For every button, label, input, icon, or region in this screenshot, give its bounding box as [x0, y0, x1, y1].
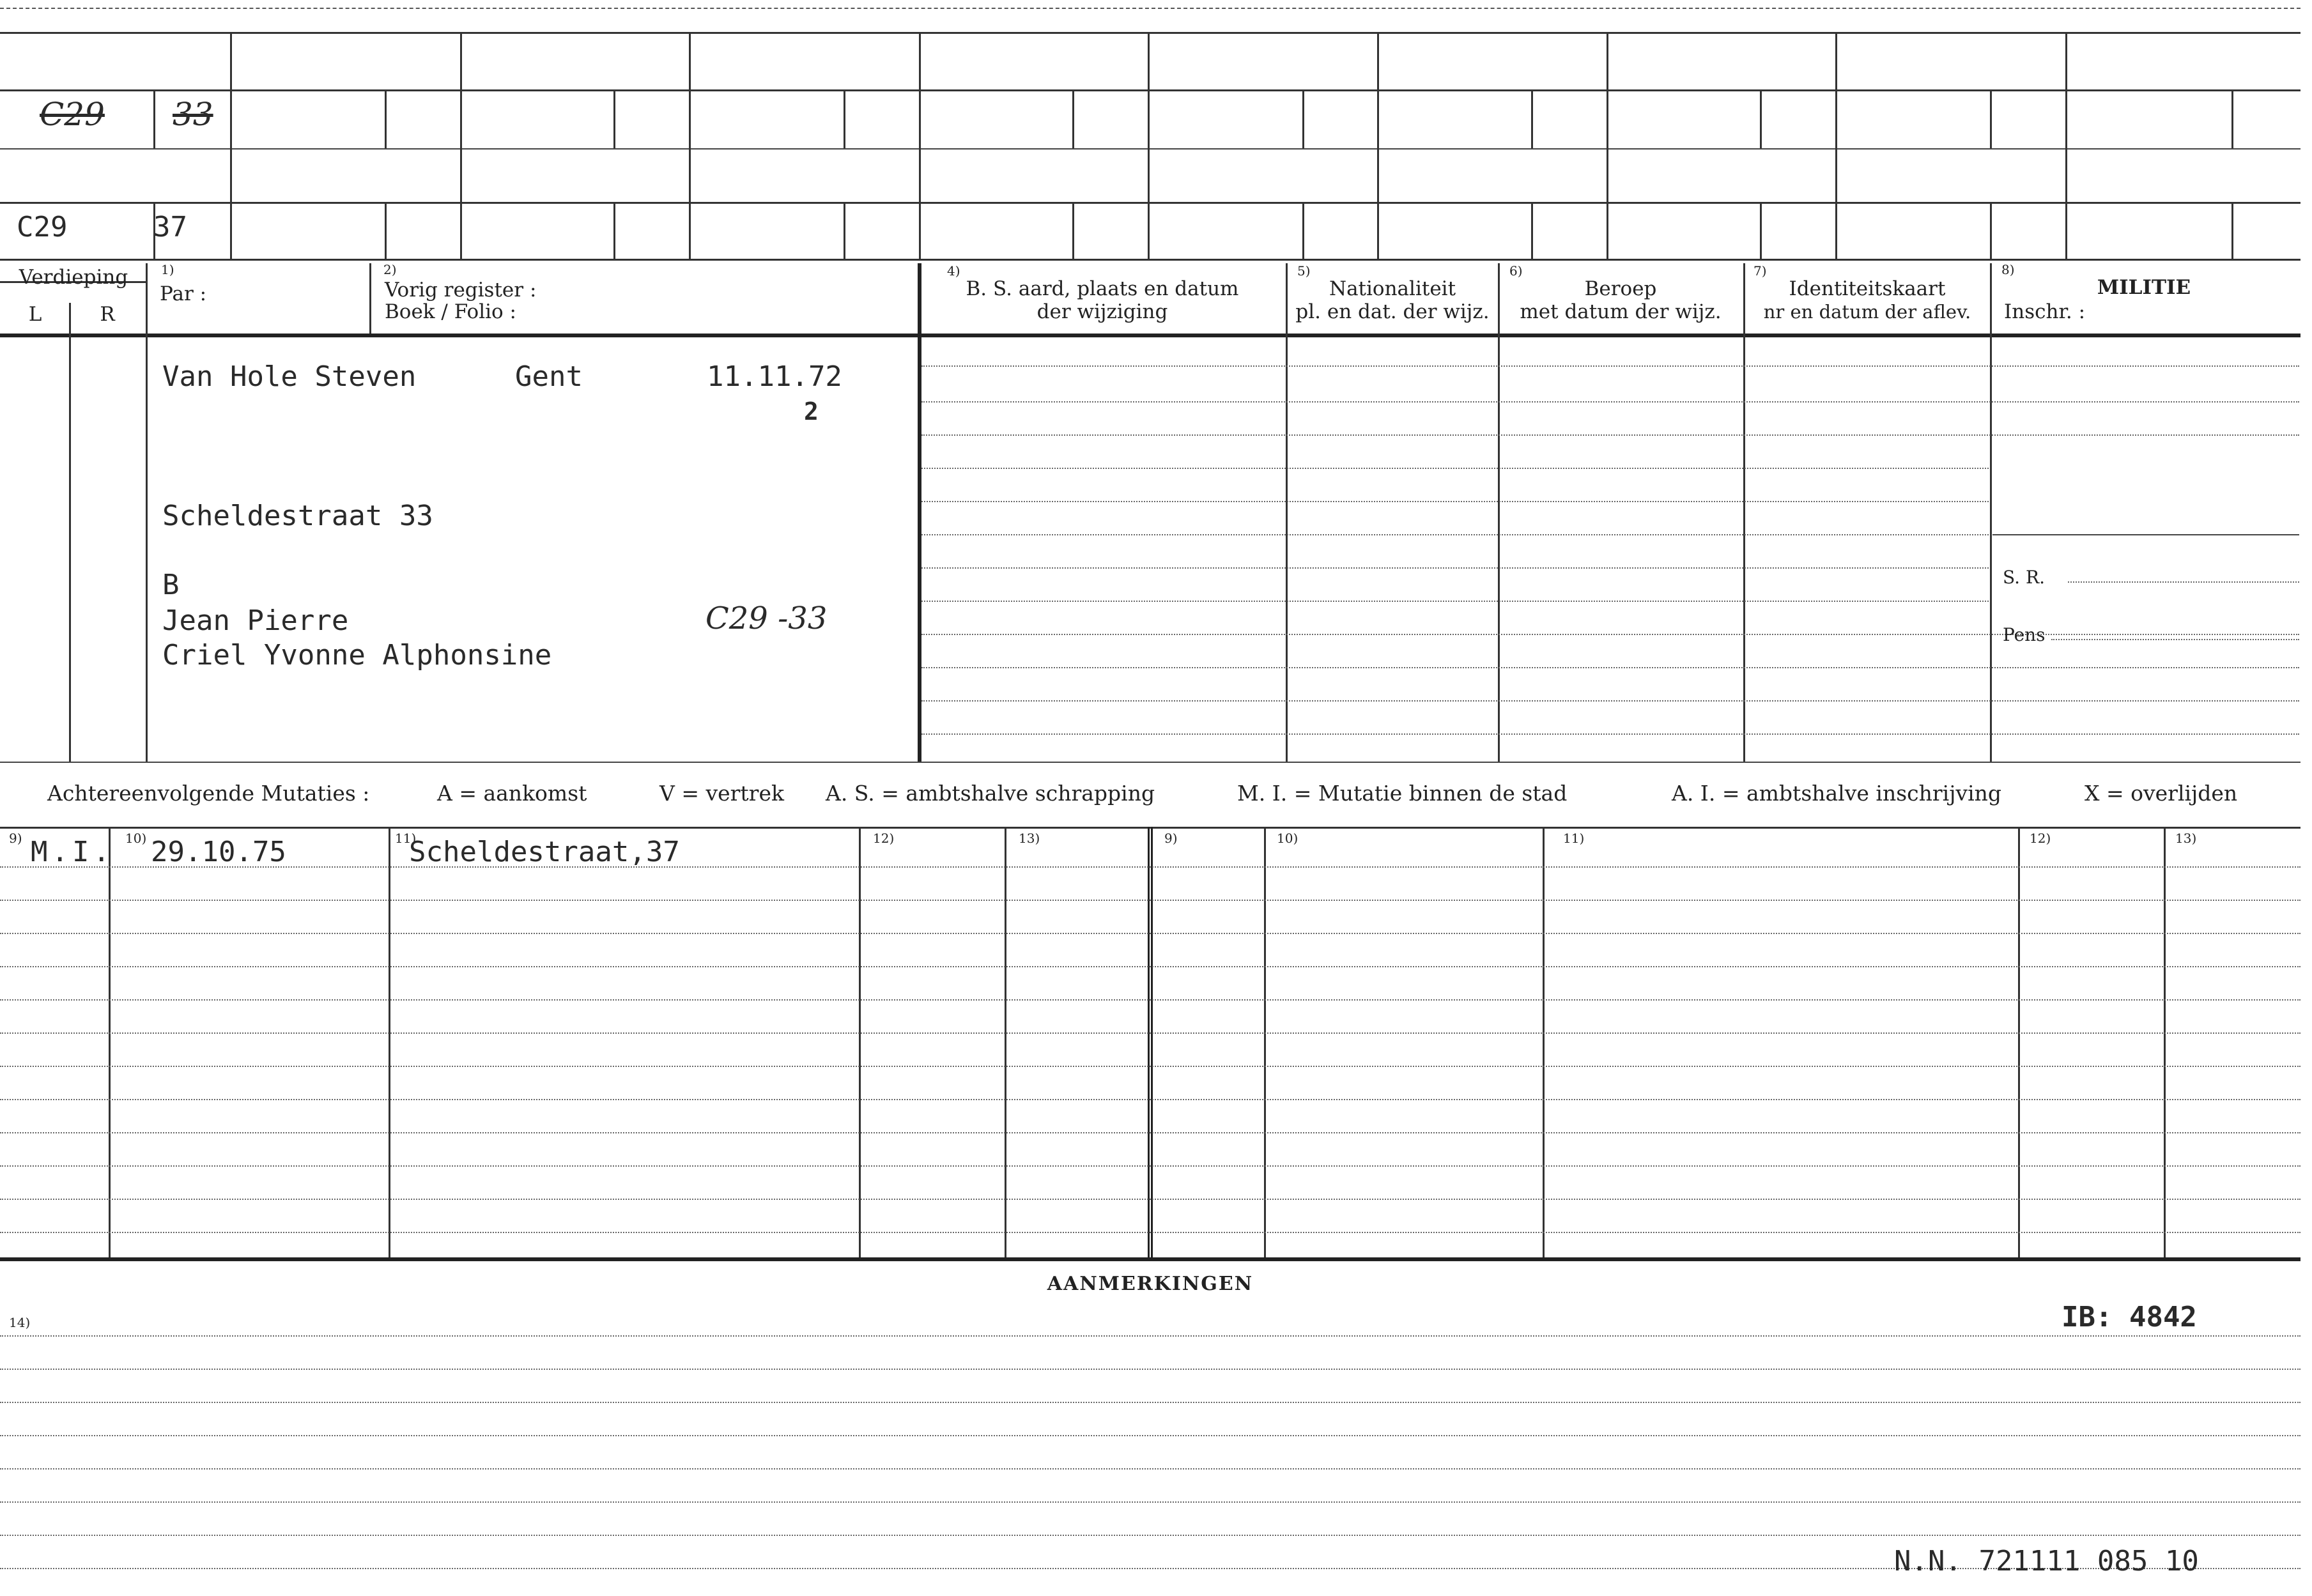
previous-register-label: Vorig register : — [385, 279, 537, 302]
field-4-number: 4) — [947, 263, 960, 279]
legend-internal-move: M. I. = Mutatie binnen de stad — [1237, 781, 1568, 806]
par-label: Par : — [160, 282, 207, 305]
militia-label: MILITIE — [2097, 276, 2191, 299]
family-reference: C29 -33 — [705, 601, 828, 636]
legend-registration: A. I. = ambtshalve inschrijving — [1672, 781, 2002, 806]
legend-arrival: A = aankomst — [437, 781, 587, 806]
verdieping-label: Verdieping — [19, 266, 128, 289]
field-1-number: 1) — [161, 262, 174, 277]
profession-label-2: met datum der wijz. — [1520, 300, 1722, 323]
pension-label: Pens — [2003, 624, 2046, 645]
mut-col-9b-number: 9) — [1164, 831, 1178, 846]
verdieping-right-label: R — [100, 303, 115, 326]
legend-departure: V = vertrek — [659, 781, 784, 806]
father-name: Jean Pierre — [162, 604, 349, 637]
ib-number: IB: 4842 — [2062, 1301, 2197, 1333]
ledger-code-old: C29 — [40, 96, 105, 133]
id-card-label: Identiteitskaart — [1789, 277, 1946, 300]
birthdate: 11.11.72 — [707, 360, 842, 393]
militia-registration-label: Inschr. : — [2004, 300, 2086, 323]
nationality-label: Nationaliteit — [1329, 277, 1456, 300]
national-number: N.N. 721111 085 10 — [1894, 1545, 2199, 1577]
address: Scheldestraat 33 — [162, 500, 433, 532]
mut-col-10-number: 10) — [125, 831, 147, 846]
mut-col-9-number: 9) — [9, 831, 22, 846]
civil-status-label: B. S. aard, plaats en datum — [966, 277, 1239, 300]
mut-col-12-number: 12) — [873, 831, 895, 846]
id-card-label-2: nr en datum der aflev. — [1763, 301, 1971, 323]
person-name: Van Hole Steven — [162, 360, 417, 393]
profession-label: Beroep — [1584, 277, 1657, 300]
field-2-number: 2) — [383, 262, 397, 277]
ledger-num-old: 33 — [173, 96, 213, 133]
mut-col-10b-number: 10) — [1277, 831, 1299, 846]
ledger-code-current: C29 — [17, 211, 68, 243]
field-5-number: 5) — [1297, 263, 1311, 279]
nationality-label-2: pl. en dat. der wijz. — [1295, 300, 1490, 323]
remarks-field-number: 14) — [9, 1315, 31, 1330]
legend-top-rule — [0, 762, 2300, 763]
civil-status-label-2: der wijziging — [1037, 300, 1168, 323]
book-folio-label: Boek / Folio : — [385, 300, 516, 323]
mutations-legend-title: Achtereenvolgende Mutaties : — [47, 781, 370, 806]
mut-col-13-number: 13) — [1019, 831, 1040, 846]
mutation-type: M.I. — [31, 836, 114, 868]
legend-death: X = overlijden — [2085, 781, 2238, 806]
field-7-number: 7) — [1753, 263, 1767, 279]
mutation-address: Scheldestraat,37 — [409, 836, 680, 868]
field-6-number: 6) — [1509, 263, 1523, 279]
remarks-title: AANMERKINGEN — [1047, 1273, 1254, 1295]
sr-label: S. R. — [2003, 567, 2045, 588]
b-marker: B — [162, 569, 180, 601]
mutation-date: 29.10.75 — [151, 836, 286, 868]
mut-col-11b-number: 11) — [1563, 831, 1585, 846]
sex-code: 2 — [804, 397, 819, 426]
field-8-number: 8) — [2001, 262, 2015, 277]
verdieping-left-label: L — [28, 303, 42, 326]
birthplace: Gent — [515, 360, 583, 393]
mut-col-11-number: 11) — [395, 831, 417, 846]
mut-col-12b-number: 12) — [2030, 831, 2051, 846]
mother-name: Criel Yvonne Alphonsine — [162, 639, 552, 671]
ledger-num-current: 37 — [153, 211, 187, 243]
legend-removal: A. S. = ambtshalve schrapping — [826, 781, 1155, 806]
mut-col-13b-number: 13) — [2175, 831, 2197, 846]
